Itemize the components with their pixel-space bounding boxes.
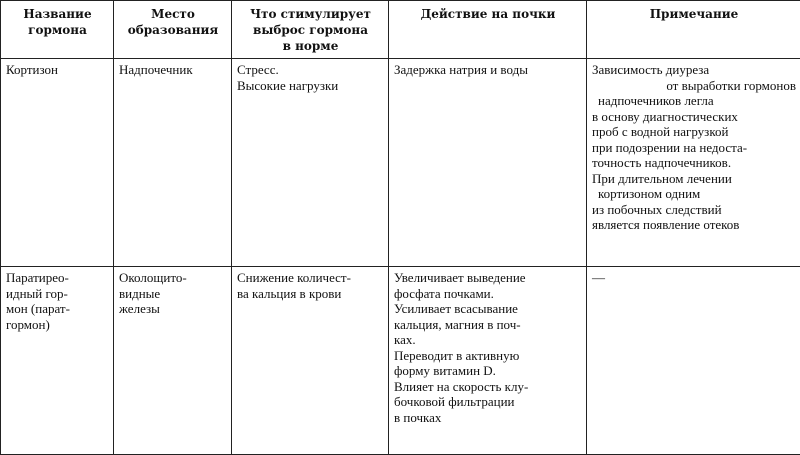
table-row-cortisone bbox=[1, 59, 800, 267]
cell-kidney-action: Задержка натрия и воды bbox=[389, 59, 587, 267]
cell-kidney-action: Увеличивает выведение фосфата почками. Усиливает всасывание кальция, магния в поч- ках. Переводит в активную форму витамин D. Влияет на скорость клу- бочковой фильтрации в почках bbox=[389, 267, 587, 455]
header-origin: Место образования bbox=[114, 1, 232, 59]
header-note: Примечание bbox=[587, 1, 800, 59]
cell-origin: Надпочечник bbox=[114, 59, 232, 267]
header-row bbox=[1, 1, 800, 59]
header-stimulus: Что стимулирует выброс гормона в норме bbox=[232, 1, 389, 59]
cell-note: Зависимость диуреза от выработки гормонов надпочечников легла в основу диагностических проб с водной нагрузкой при подозрении на недоста- точность надпочечников. При длительном лечении кортизоном одним из побочных следствий является появление отеков bbox=[587, 59, 800, 267]
cell-hormone: Кортизон bbox=[1, 59, 114, 267]
cell-stimulus: Снижение количест- ва кальция в крови bbox=[232, 267, 389, 455]
cell-hormone: Паратиреo- идный гор- мон (парат- гормон) bbox=[1, 267, 114, 455]
header-hormone-name: Название гормона bbox=[1, 1, 114, 59]
header-kidney-action: Действие на почки bbox=[389, 1, 587, 59]
cell-note: — bbox=[587, 267, 800, 455]
cell-origin: Околощито- видные железы bbox=[114, 267, 232, 455]
cell-stimulus: Стресс. Высокие нагрузки bbox=[232, 59, 389, 267]
table-row-parathyroid-hormone bbox=[1, 267, 800, 455]
